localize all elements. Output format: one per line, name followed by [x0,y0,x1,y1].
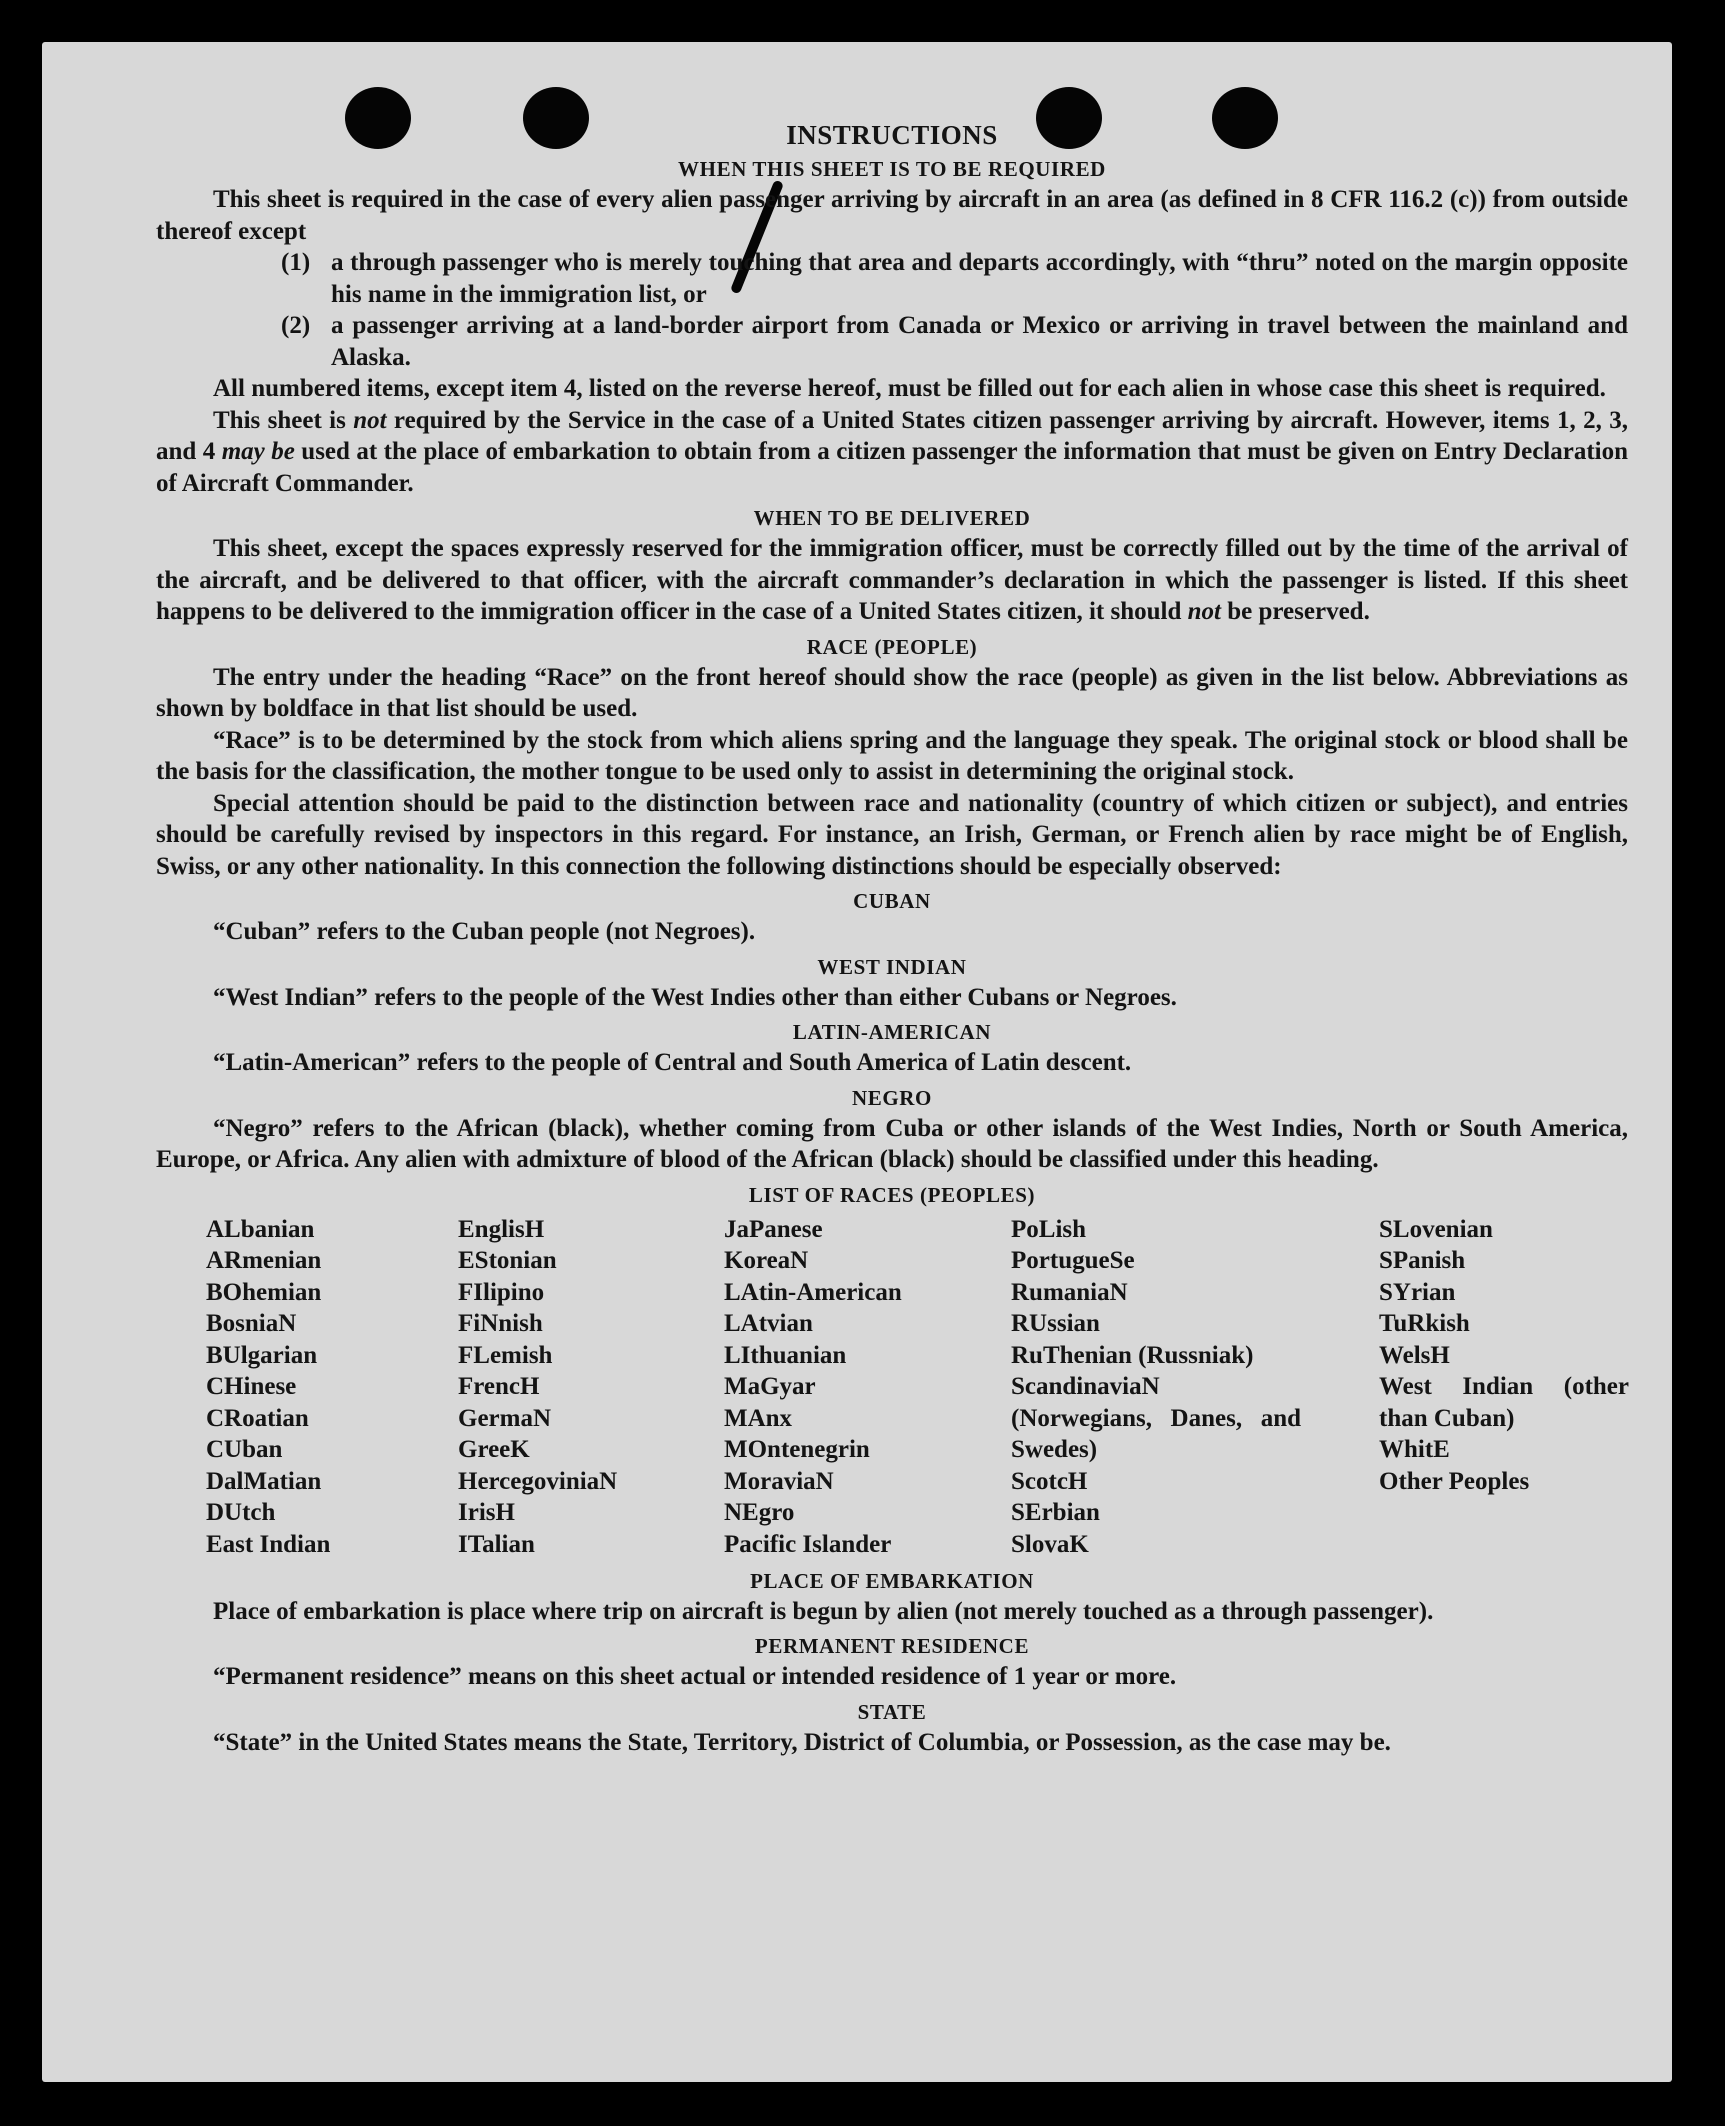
race-entry: MaGyar [724,1373,816,1400]
place-of-embarkation-heading: PLACE OF EMBARKATION [750,1568,1034,1593]
instructions-content [156,120,1628,1758]
race-column [1379,1214,1629,1498]
race-entry: WhitE [1379,1436,1450,1463]
west-indian-paragraph: “West Indian” refers to the people of the West Indies other than either Cubans or Negroes. [213,983,1177,1011]
text-run: This sheet is [213,406,354,434]
when-required-heading: WHEN THIS SHEET IS TO BE REQUIRED [678,157,1106,181]
race-entry: TuRkish [1379,1310,1470,1337]
race-entry: MOntenegrin [724,1436,870,1463]
race-entry: MoraviaN [724,1467,834,1495]
race-entry: ScotcH [1011,1467,1088,1495]
exception-item [156,310,1628,373]
exception-item-text: a through passenger who is merely touching that area and departs accordingly, with “thru” noted on the margin opposite his name in the immigration list, or [331,249,1628,308]
race-entry: PortugueSe [1011,1247,1135,1274]
state-paragraph: “State” in the United States means the State, Territory, District of Columbia, or Possession, as the case may be. [213,1728,1391,1756]
list-of-races-heading: LIST OF RACES (PEOPLES) [748,1182,1036,1207]
exception-item [156,247,1628,310]
race-entry: ALbanian [206,1215,315,1243]
permanent-residence-paragraph: “Permanent residence” means on this sheet actual or intended residence of 1 year or more. [213,1663,1177,1690]
text-run: be preserved. [1221,598,1370,625]
permanent-residence-heading: PERMANENT RESIDENCE [754,1634,1030,1658]
race-entry: LAtin-American [724,1278,902,1306]
race-entry: SPanish [1379,1247,1466,1274]
race-entry: CHinese [206,1373,297,1400]
west-indian-heading: WEST INDIAN [817,954,967,979]
when-delivered-heading: WHEN TO BE DELIVERED [753,506,1031,530]
race-column [1011,1214,1301,1561]
race-entry: BUlgarian [206,1341,318,1369]
race-entry: IrisH [458,1499,515,1526]
race-entry: EnglisH [458,1215,545,1243]
race-column [458,1214,617,1561]
cuban-heading: CUBAN [853,889,931,913]
emphasis-text: not [1187,598,1221,625]
race-entry: SlovaK [1011,1530,1089,1558]
race-entry: FIlipino [458,1278,545,1306]
race-paragraph: The entry under the heading “Race” on the front hereof should show the race (people) as given in the list below. Abbreviations as shown by boldface in that list should be used. [156,663,1628,722]
state-heading: STATE [857,1699,927,1724]
negro-paragraph: “Negro” refers to the African (black), whether coming from Cuba or other islands of the West Indies, North or South America, Europe, or Africa. Any alien with admixture of blood of the African (black) should be classified under this heading. [156,1114,1628,1173]
race-entry: LAtvian [724,1310,813,1337]
race-entry: CUban [206,1436,283,1463]
race-entry: FLemish [458,1341,553,1369]
latin-american-paragraph: “Latin-American” refers to the people of Central and South America of Latin descent. [213,1049,1132,1076]
race-entry: RuThenian (Russniak) [1011,1341,1254,1369]
race-entry: GermaN [458,1404,552,1432]
exception-item-number: (1) [281,249,311,276]
text-run: This sheet, except the spaces expressly reserved for the immigration officer, must be correctly filled out by the time of the arrival of the aircraft, and be delivered to that officer, with the aircraft commander’s declaration in which the passenger is listed. If this sheet happens to be delivered to the immigration officer in the case of a United States citizen, it should [156,535,1628,625]
race-entry: PoLish [1011,1215,1087,1243]
race-entry: ITalian [458,1530,535,1558]
exception-item-text: a passenger arriving at a land-border airport from Canada or Mexico or arriving in travel between the mainland and Alaska. [331,312,1628,371]
when-required-paragraph: This sheet is required in the case of every alien passenger arriving by aircraft in an area (as defined in 8 CFR 116.2 (c)) from outside thereof except [156,186,1628,245]
race-entry: RumaniaN [1011,1278,1128,1306]
race-entry: GreeK [458,1436,530,1463]
when-required-paragraph: All numbered items, except item 4, listed on the reverse hereof, must be filled out for each alien in whose case this sheet is required. [213,375,1606,402]
race-entry: SLovenian [1379,1215,1493,1243]
race-entry: Pacific Islander [724,1530,892,1558]
emphasis-text: not [353,406,387,434]
race-entry: WelsH [1379,1341,1450,1369]
race-entry: LIthuanian [724,1341,847,1369]
instructions-title: INSTRUCTIONS [786,120,998,150]
race-entry: NEgro [724,1499,795,1526]
race-paragraph: “Race” is to be determined by the stock from which aliens spring and the language they speak. The original stock or blood shall be the basis for the classification, the mother tongue to be used only to assist in determining the original stock. [156,726,1628,785]
text-run: used at the place of embarkation to obtain from a citizen passenger the information that must be given on Entry Declaration of Aircraft Commander. [156,438,1629,497]
race-entry: Other Peoples [1379,1467,1530,1495]
race-column [724,1214,902,1561]
race-entry: EStonian [458,1247,557,1274]
race-paragraph: Special attention should be paid to the distinction between race and nationality (country of which citizen or subject), and entries should be carefully revised by inspectors in this regard. For instance, an Irish, German, or French alien by race might be of English, Swiss, or any other nationality. In this connection the following distinctions should be especially observed: [156,789,1628,880]
document-sheet [42,42,1672,2082]
list-of-races [156,1214,1628,1562]
exception-item-number: (2) [281,312,311,339]
race-entry: ScandinaviaN (Norwegians, Danes, and Swedes) [1011,1373,1301,1463]
race-heading: RACE (PEOPLE) [806,634,978,659]
emphasis-text: may be [221,438,295,465]
race-entry: SYrian [1379,1278,1456,1306]
race-entry: East Indian [206,1530,331,1558]
race-entry: KoreaN [724,1247,809,1274]
when-required-paragraph [156,405,1628,500]
latin-american-heading: LATIN-AMERICAN [792,1020,992,1044]
race-entry: BosniaN [206,1310,297,1337]
race-entry: RUssian [1011,1310,1100,1337]
cuban-paragraph: “Cuban” refers to the Cuban people (not Negroes). [213,918,756,945]
text-run: required by the Service in the case of a United States citizen passenger arriving by aircraft. However, items 1, 2, 3, and 4 [156,406,1628,465]
race-entry: BOhemian [206,1278,322,1306]
when-delivered-paragraph [156,533,1628,628]
race-entry: MAnx [724,1404,793,1432]
race-entry: FrencH [458,1373,540,1400]
race-entry: CRoatian [206,1404,309,1432]
race-entry: West Indian (other than Cuban) [1379,1373,1629,1432]
race-entry: DUtch [206,1499,276,1526]
place-of-embarkation-paragraph: Place of embarkation is place where trip on aircraft is begun by alien (not merely touched as a through passenger). [213,1597,1434,1625]
race-entry: HercegoviniaN [458,1467,618,1495]
race-entry: FiNnish [458,1310,543,1337]
race-entry: JaPanese [724,1215,823,1243]
race-entry: DalMatian [206,1467,322,1495]
race-entry: ARmenian [206,1247,322,1274]
race-entry: SErbian [1011,1499,1100,1526]
negro-heading: NEGRO [851,1085,932,1110]
race-column [206,1214,330,1561]
